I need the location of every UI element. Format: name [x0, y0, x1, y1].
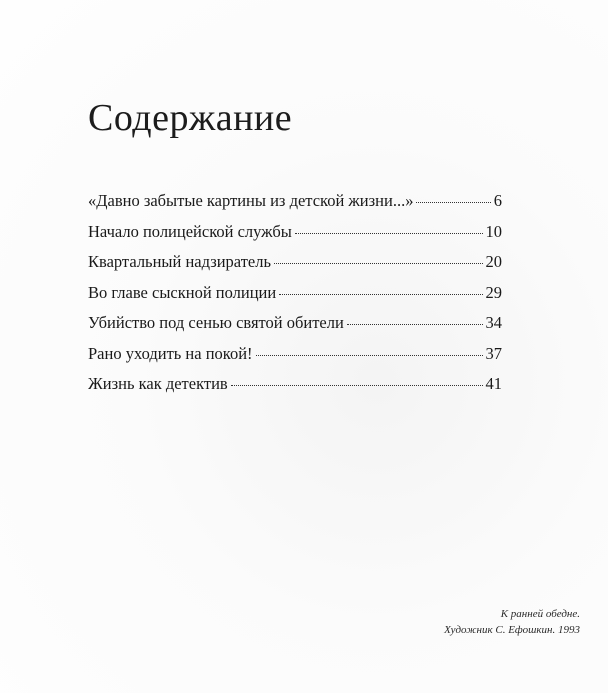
- toc-entry-title: Рано уходить на покой!: [88, 343, 253, 363]
- toc-entry: [88, 252, 502, 283]
- toc-entry: [88, 191, 502, 222]
- toc-entry-title: Убийство под сенью святой обители: [88, 313, 344, 332]
- toc-entry-page: 10: [485, 221, 502, 241]
- dot-leader: [274, 263, 483, 264]
- caption-title: К ранней обедне.: [500, 608, 580, 620]
- toc-entry-page: 41: [485, 374, 502, 393]
- toc-entry-title: Начало полицейской службы: [88, 221, 292, 241]
- toc-entry-title: Во главе сыскной полиции: [88, 282, 277, 302]
- toc-entry-page: 37: [485, 343, 502, 363]
- toc-entry: [88, 283, 502, 314]
- toc-entry: [88, 313, 502, 344]
- toc-entry-title: Жизнь как детектив: [88, 374, 228, 393]
- toc-entry: [88, 222, 502, 253]
- dot-leader: [279, 294, 482, 295]
- toc-entry-page: 34: [485, 313, 502, 332]
- dot-leader: [231, 385, 483, 386]
- dot-leader: [295, 233, 483, 234]
- dot-leader: [256, 355, 483, 356]
- toc-entry-page: 20: [485, 252, 502, 271]
- table-of-contents: [88, 191, 502, 405]
- toc-entry-title: Квартальный надзиратель: [88, 252, 271, 271]
- dot-leader: [416, 202, 490, 203]
- toc-entry-page: 29: [485, 282, 502, 302]
- caption-artist: Художник С. Ефошкин. 1993: [444, 624, 580, 636]
- toc-entry: [88, 344, 502, 375]
- toc-entry-title: «Давно забытые картины из детской жизни...»: [88, 191, 414, 210]
- illustration-caption: [444, 606, 580, 638]
- dot-leader: [347, 324, 483, 325]
- toc-entry: [88, 374, 502, 405]
- toc-entry-page: 6: [493, 191, 502, 210]
- page-title: Содержание: [88, 97, 293, 139]
